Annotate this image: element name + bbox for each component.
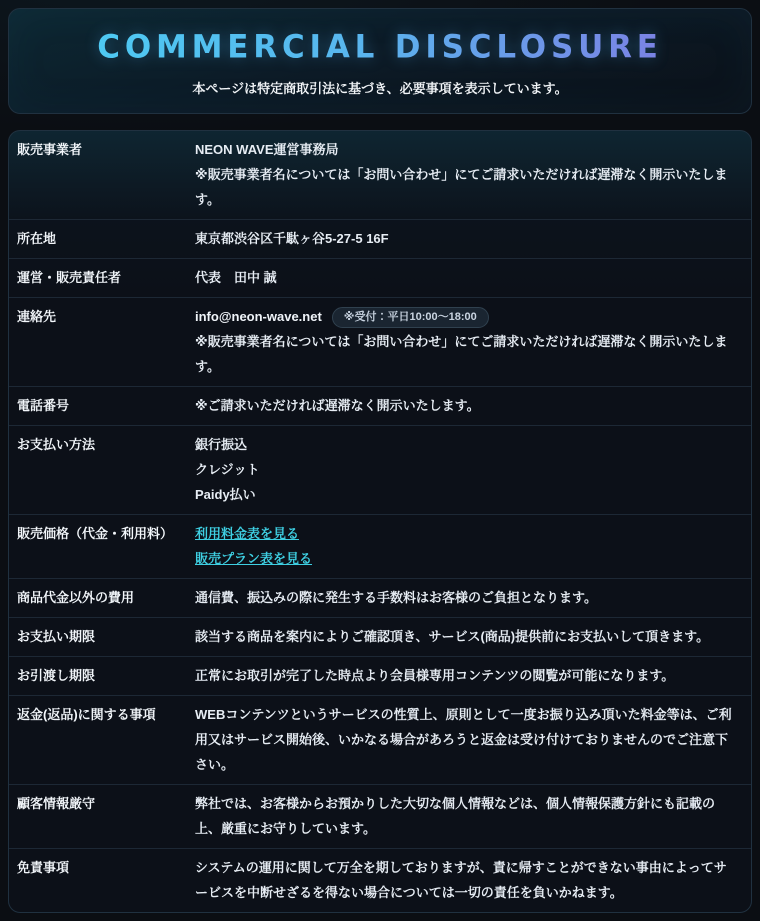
row-label: 連絡先 <box>17 309 57 324</box>
row-content <box>195 265 735 290</box>
link-line <box>195 521 735 546</box>
row-label: 所在地 <box>17 231 57 246</box>
row-label: 運営・販売責任者 <box>17 270 122 285</box>
table-row <box>9 514 751 578</box>
row-content <box>195 521 735 571</box>
row-label: 免責事項 <box>17 860 70 875</box>
header-panel <box>8 8 752 114</box>
content-line: 銀行振込 <box>195 437 248 452</box>
disclosure-table <box>8 130 752 913</box>
row-label: お支払い期限 <box>17 629 96 644</box>
content-line: システムの運用に関して万全を期しておりますが、責に帰すことができない事由によってサービスを中断せざるを得ない場合については一切の責任を負いかねます。 <box>195 860 727 900</box>
table-row <box>9 656 751 695</box>
content-line: 該当する商品を案内によりご確認頂き、サービス(商品)提供前にお支払いして頂きます。 <box>195 629 710 644</box>
usage-fee-table-link[interactable]: 利用料金表を見る <box>195 526 300 541</box>
content-line: 弊社では、お客様からお預かりした大切な個人情報などは、個人情報保護方針にも記載の上、厳重にお守りしています。 <box>195 796 716 836</box>
row-label: 返金(返品)に関する事項 <box>17 707 156 722</box>
row-content <box>195 226 735 251</box>
table-row <box>9 425 751 514</box>
row-label: 販売価格（代金・利用料） <box>17 526 174 541</box>
table-row <box>9 386 751 425</box>
row-content <box>195 855 735 905</box>
row-label: 電話番号 <box>17 398 70 413</box>
row-content <box>195 791 735 841</box>
table-row <box>9 695 751 784</box>
row-label: 販売事業者 <box>17 142 83 157</box>
table-row <box>9 848 751 912</box>
row-label: 商品代金以外の費用 <box>17 590 135 605</box>
content-line: WEBコンテンツというサービスの性質上、原則として一度お振り込み頂いた料金等は、ご利用又はサービス開始後、いかなる場合があろうと返金は受け付けておりませんのでご注意下さい。 <box>195 707 732 772</box>
content-line: 正常にお取引が完了した時点より会員様専用コンテンツの閲覧が可能になります。 <box>195 668 675 683</box>
table-row <box>9 258 751 297</box>
content-line: Paidy払い <box>195 487 256 502</box>
contact-line <box>195 304 735 329</box>
table-row <box>9 578 751 617</box>
row-content <box>195 304 735 379</box>
table-row <box>9 784 751 848</box>
table-row <box>9 297 751 386</box>
reception-hours-badge: ※受付：平日10:00～18:00 <box>332 307 489 328</box>
row-label: お支払い方法 <box>17 437 96 452</box>
content-line: 代表 田中 誠 <box>195 270 277 285</box>
row-content <box>195 663 735 688</box>
row-content <box>195 585 735 610</box>
content-line: 東京都渋谷区千駄ヶ谷5-27-5 16F <box>195 231 389 246</box>
contact-email: info@neon-wave.net <box>195 309 322 324</box>
table-row <box>9 131 751 219</box>
content-line: クレジット <box>195 462 260 477</box>
row-content <box>195 137 735 212</box>
content-line: ※ご請求いただければ遅滞なく開示いたします。 <box>195 398 480 413</box>
row-content <box>195 624 735 649</box>
table-row <box>9 617 751 656</box>
content-line: ※販売事業者名については「お問い合わせ」にてご請求いただければ遅滞なく開示いたします。 <box>195 167 728 207</box>
content-line: ※販売事業者名については「お問い合わせ」にてご請求いただければ遅滞なく開示いたします。 <box>195 334 728 374</box>
content-line: NEON WAVE運営事務局 <box>195 142 339 157</box>
row-label: お引渡し期限 <box>17 668 96 683</box>
link-line <box>195 546 735 571</box>
row-label: 顧客情報厳守 <box>17 796 96 811</box>
row-content <box>195 432 735 507</box>
page-title: COMMERCIAL DISCLOSURE <box>97 28 663 66</box>
row-content <box>195 702 735 777</box>
row-content <box>195 393 735 418</box>
content-line: 通信費、振込みの際に発生する手数料はお客様のご負担となります。 <box>195 590 597 605</box>
sales-plan-table-link[interactable]: 販売プラン表を見る <box>195 551 313 566</box>
table-row <box>9 219 751 258</box>
page-subtitle: 本ページは特定商取引法に基づき、必要事項を表示しています。 <box>192 81 568 96</box>
